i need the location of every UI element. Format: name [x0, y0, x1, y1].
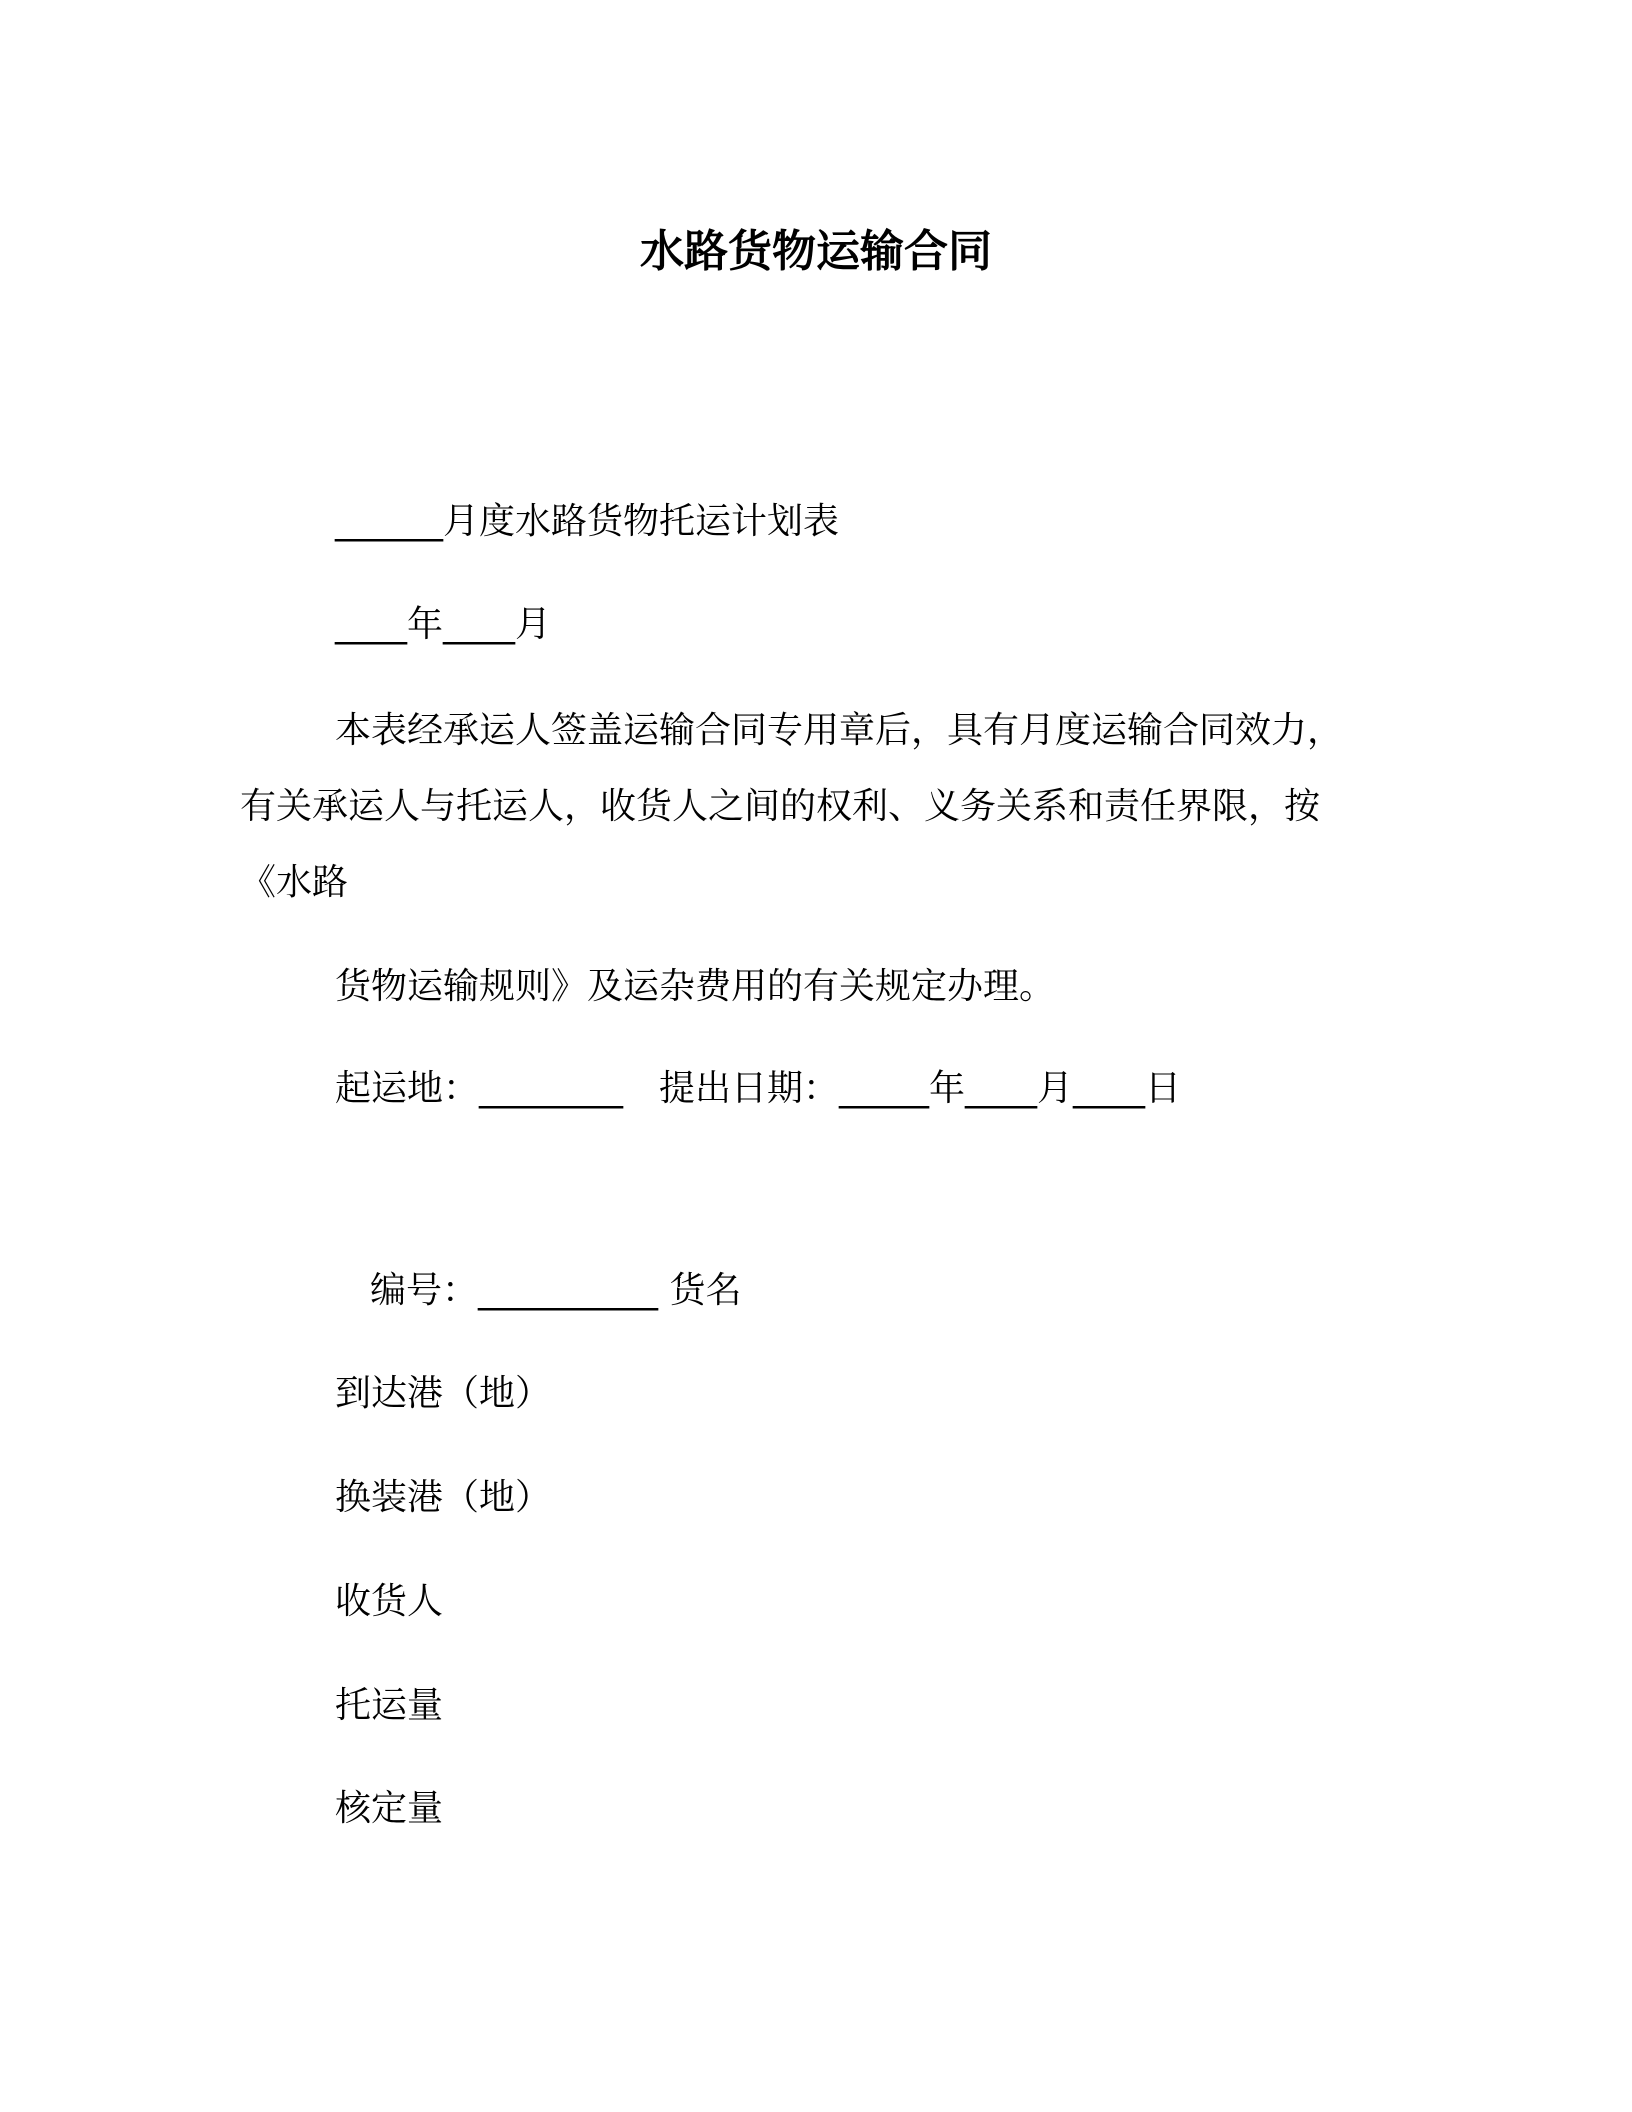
paragraph-line-4: 货物运输规则》及运杂费用的有关规定办理。 — [335, 966, 1056, 1007]
transfer-port-label: 换装港（地） — [335, 1477, 552, 1518]
paragraph-line-2: 有关承运人与托运人，收货人之间的权利、义务关系和责任界限，按 — [240, 786, 1321, 827]
plan-heading: ______月度水路货物托运计划表 — [335, 501, 840, 542]
origin-label: 起运地：________ — [335, 1068, 624, 1109]
paragraph-line-3: 《水路 — [240, 862, 349, 903]
consignee-label: 收货人 — [335, 1581, 444, 1622]
consigned-quantity-label: 托运量 — [335, 1685, 444, 1726]
number-cargo-line: 编号：__________ 货名 — [370, 1270, 742, 1311]
submit-date-label: 提出日期：_____年____月____日 — [659, 1068, 1182, 1109]
paragraph-line-1: 本表经承运人签盖运输合同专用章后，具有月度运输合同效力， — [335, 710, 1344, 751]
origin-date-line — [335, 1065, 1181, 1113]
arrival-port-label: 到达港（地） — [335, 1373, 552, 1414]
verified-quantity-label: 核定量 — [335, 1788, 444, 1829]
year-month-line: ____年____月 — [335, 604, 552, 645]
document-title: 水路货物运输合同 — [640, 226, 992, 277]
